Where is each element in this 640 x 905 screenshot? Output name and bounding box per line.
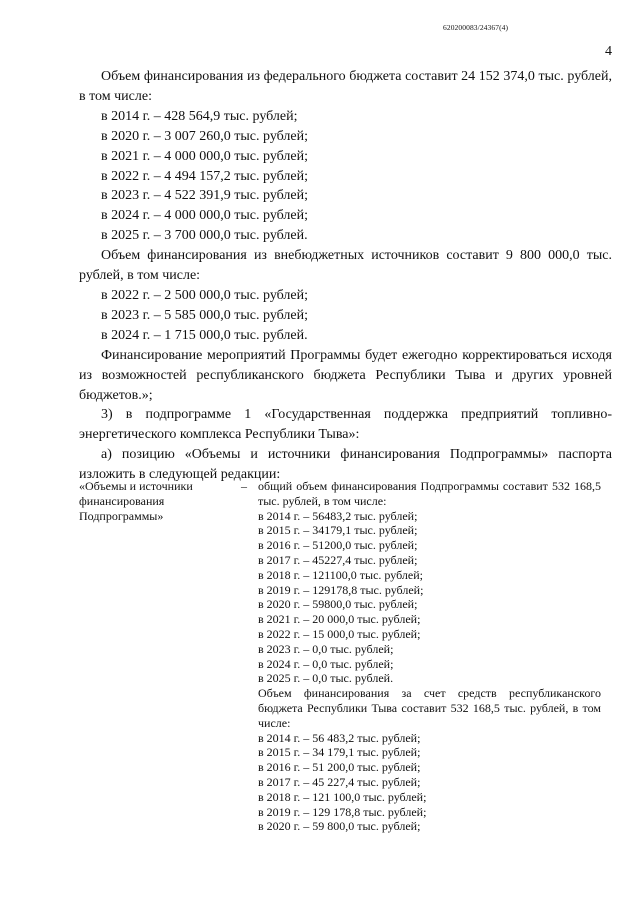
- federal-year-line: в 2023 г. – 4 522 391,9 тыс. рублей;: [101, 188, 308, 204]
- passport-total-year: в 2018 г. – 121100,0 тыс. рублей;: [258, 567, 423, 582]
- passport-republic-year: в 2016 г. – 51 200,0 тыс. рублей;: [258, 760, 421, 775]
- page-number: 4: [605, 44, 612, 59]
- passport-total-year: в 2017 г. – 45227,4 тыс. рублей;: [258, 552, 418, 567]
- extrabudget-funding-intro: Объем финансирования из внебюджетных источников составит 9 800 000,0 тыс. рублей, в том числе:: [79, 248, 612, 284]
- passport-total-year: в 2019 г. – 129178,8 тыс. рублей;: [258, 582, 424, 597]
- passport-total-year: в 2016 г. – 51200,0 тыс. рублей;: [258, 538, 418, 553]
- passport-total-year: в 2025 г. – 0,0 тыс. рублей.: [258, 671, 394, 686]
- federal-funding-intro: Объем финансирования из федерального бюджета составит 24 152 374,0 тыс. рублей, в том числе:: [79, 69, 612, 104]
- passport-row-content: [258, 479, 601, 834]
- passport-total-intro: общий объем финансирования Подпрограммы составит 532 168,5 тыс. рублей, в том числе:: [258, 479, 601, 508]
- extrabudget-year-line: в 2024 г. – 1 715 000,0 тыс. рублей.: [101, 327, 308, 343]
- extrabudget-year-line: в 2023 г. – 5 585 000,0 тыс. рублей;: [101, 307, 308, 323]
- passport-republic-year: в 2020 г. – 59 800,0 тыс. рублей;: [258, 819, 421, 834]
- passport-republic-intro: Объем финансирования за счет средств республиканского бюджета Республики Тыва составит 532 168,5 тыс. рублей, в том числе:: [258, 686, 601, 730]
- passport-republic-year: в 2019 г. – 129 178,8 тыс. рублей;: [258, 804, 427, 819]
- federal-year-line: в 2025 г. – 3 700 000,0 тыс. рублей.: [101, 228, 308, 244]
- passport-total-year: в 2014 г. – 56483,2 тыс. рублей;: [258, 508, 418, 523]
- passport-total-year: в 2022 г. – 15 000,0 тыс. рублей;: [258, 626, 421, 641]
- passport-total-year: в 2024 г. – 0,0 тыс. рублей;: [258, 656, 394, 671]
- passport-total-year: в 2023 г. – 0,0 тыс. рублей;: [258, 641, 394, 656]
- passport-republic-year: в 2018 г. – 121 100,0 тыс. рублей;: [258, 789, 427, 804]
- federal-year-line: в 2020 г. – 3 007 260,0 тыс. рублей;: [101, 128, 308, 144]
- passport-republic-year: в 2014 г. – 56 483,2 тыс. рублей;: [258, 730, 421, 745]
- correction-note: Финансирование мероприятий Программы будет ежегодно корректироваться исходя из возможностей республиканского бюджета Республики Тыва и других уровней бюджетов.»;: [79, 347, 612, 403]
- passport-row-label: «Объемы и источники финансирования Подпрограммы»: [79, 479, 193, 523]
- passport-total-year: в 2021 г. – 20 000,0 тыс. рублей;: [258, 612, 421, 627]
- passport-republic-year: в 2015 г. – 34 179,1 тыс. рублей;: [258, 745, 421, 760]
- passport-republic-year: в 2017 г. – 45 227,4 тыс. рублей;: [258, 774, 421, 789]
- federal-year-line: в 2014 г. – 428 564,9 тыс. рублей;: [101, 108, 298, 124]
- passport-total-year: в 2015 г. – 34179,1 тыс. рублей;: [258, 523, 418, 538]
- federal-year-line: в 2021 г. – 4 000 000,0 тыс. рублей;: [101, 148, 308, 164]
- passport-dash: –: [241, 479, 247, 493]
- document-body: [79, 67, 612, 485]
- amendment-item-a: а) позицию «Объемы и источники финансирования Подпрограммы» паспорта изложить в следующей редакции:: [79, 447, 612, 483]
- extrabudget-year-line: в 2022 г. – 2 500 000,0 тыс. рублей;: [101, 287, 308, 303]
- amendment-item-3: 3) в подпрограмме 1 «Государственная поддержка предприятий топливно-энергетического комплекса Республики Тыва»:: [79, 407, 612, 443]
- passport-total-year: в 2020 г. – 59800,0 тыс. рублей;: [258, 597, 418, 612]
- federal-year-line: в 2022 г. – 4 494 157,2 тыс. рублей;: [101, 168, 308, 184]
- document-code: 620200083/24367(4): [443, 23, 509, 32]
- federal-year-line: в 2024 г. – 4 000 000,0 тыс. рублей;: [101, 208, 308, 224]
